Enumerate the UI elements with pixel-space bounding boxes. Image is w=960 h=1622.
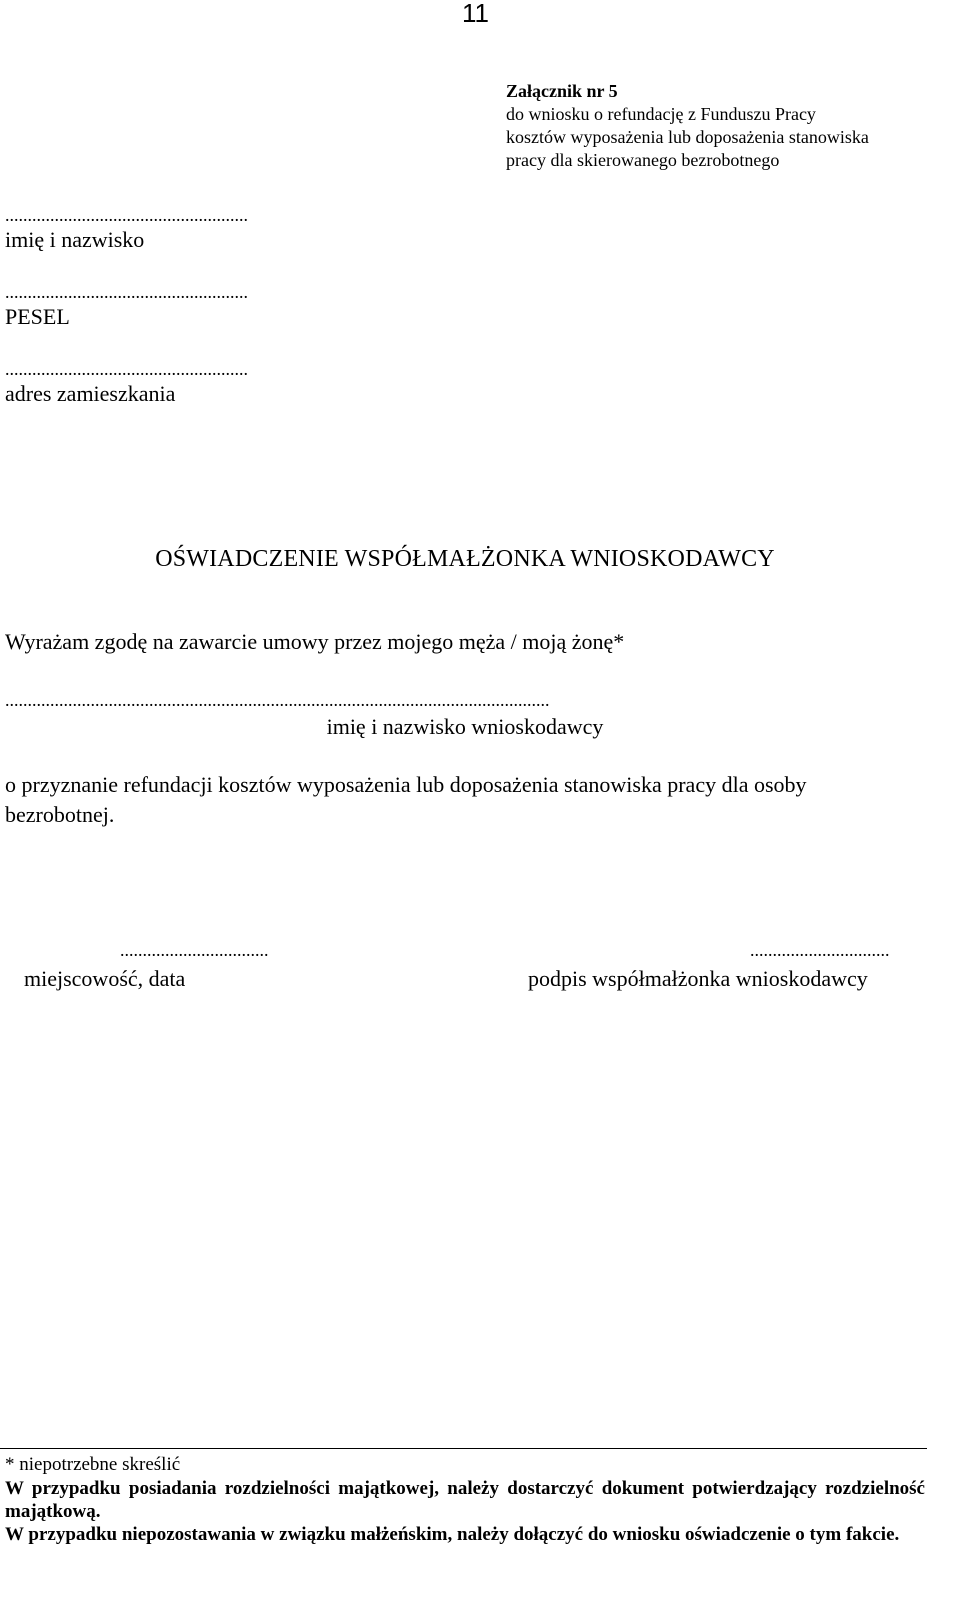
annex-line-1: do wniosku o refundację z Funduszu Pracy [506, 104, 816, 124]
pesel-field-label: PESEL [5, 304, 70, 329]
statement-heading: OŚWIADCZENIE WSPÓŁMAŁŻONKA WNIOSKODAWCY [155, 546, 775, 572]
footnote: * niepotrzebne skreślić [5, 1454, 181, 1475]
place-date-dots[interactable]: ................................. [120, 940, 269, 960]
annex-line-3: pracy dla skierowanego bezrobotnego [506, 150, 780, 170]
annex-line-2: kosztów wyposażenia lub doposażenia stanowiska [506, 127, 869, 147]
place-date-label: miejscowość, data [24, 966, 186, 991]
spouse-signature-label: podpis współmałżonka wnioskodawcy [528, 966, 868, 991]
applicant-name-label: imię i nazwisko wnioskodawcy [326, 714, 604, 739]
annex-title: Załącznik nr 5 [506, 81, 618, 101]
address-field-dots[interactable]: ...................................................... [5, 359, 248, 379]
footnote-divider [0, 1448, 927, 1449]
page-number: 11 [462, 0, 489, 28]
address-field-label: adres zamieszkania [5, 381, 176, 406]
note-not-married: W przypadku niepozostawania w związku małżeńskim, należy dołączyć do wniosku oświadczenie o tym fakcie. [5, 1524, 900, 1545]
applicant-name-dots[interactable]: ......................................................................................................................... [5, 690, 550, 710]
pesel-field-dots[interactable]: ...................................................... [5, 282, 248, 302]
name-field-label: imię i nazwisko [5, 227, 145, 252]
notes [5, 1477, 925, 1546]
spouse-signature-dots[interactable]: ............................... [750, 940, 890, 960]
purpose-text: o przyznanie refundacji kosztów wyposażenia lub doposażenia stanowiska pracy dla osoby bezrobotnej. [5, 772, 807, 827]
annex-header [506, 80, 869, 172]
consent-text: Wyrażam zgodę na zawarcie umowy przez mojego męża / moją żonę* [5, 629, 625, 654]
note-separate-property: W przypadku posiadania rozdzielności majątkowej, należy dostarczyć dokument potwierdzający rozdzielność majątkową. [5, 1478, 925, 1522]
name-field-dots[interactable]: ...................................................... [5, 205, 248, 225]
